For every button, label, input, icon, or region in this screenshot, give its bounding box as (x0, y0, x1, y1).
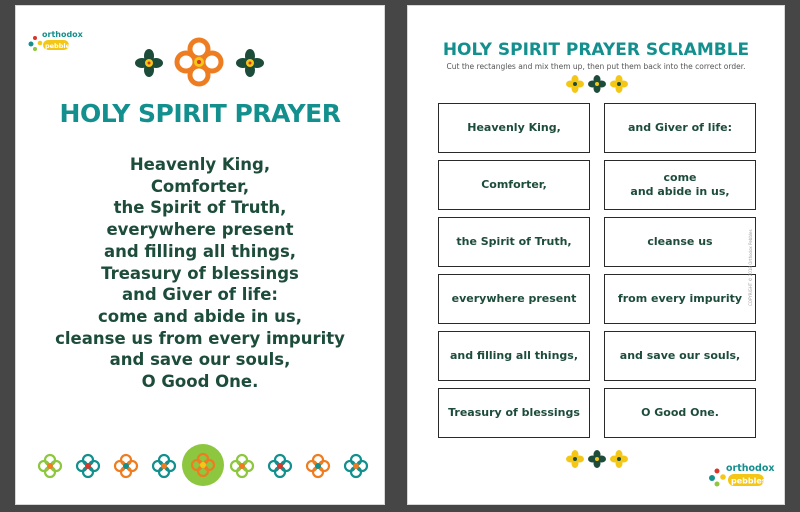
prayer-line: Treasury of blessings (101, 263, 299, 283)
logo-line1: orthodox (42, 30, 83, 39)
scramble-card[interactable]: and filling all things, (438, 331, 590, 381)
scramble-card[interactable]: cleanse us (604, 217, 756, 267)
bottom-ornament (36, 439, 366, 489)
top-ornament (132, 37, 267, 87)
orthodox-pebbles-logo (26, 26, 83, 54)
scramble-card[interactable]: O Good One. (604, 388, 756, 438)
yellow-flower-icon (610, 450, 628, 468)
scramble-card[interactable]: and Giver of life: (604, 103, 756, 153)
small-flower-icon (307, 455, 329, 477)
scramble-title: HOLY SPIRIT PRAYER SCRAMBLE (442, 40, 750, 60)
small-flower-icon (77, 455, 99, 477)
green-flower-icon (588, 75, 606, 93)
scramble-page (407, 5, 785, 505)
scramble-card[interactable]: the Spirit of Truth, (438, 217, 590, 267)
prayer-line: and save our souls, (109, 350, 291, 370)
prayer-text (16, 154, 384, 393)
prayer-line: Heavenly King, (129, 155, 271, 174)
small-ornament-bottom (566, 449, 628, 469)
orthodox-pebbles-logo (706, 458, 775, 490)
small-flower-icon (39, 455, 61, 477)
scramble-card[interactable]: come and abide in us, (604, 160, 756, 210)
orange-cross-icon (177, 40, 221, 84)
scramble-card[interactable]: everywhere present (438, 274, 590, 324)
small-ornament-top (566, 74, 628, 94)
prayer-line: and filling all things, (103, 241, 297, 261)
prayer-line: Comforter, (150, 176, 250, 196)
yellow-flower-icon (566, 75, 584, 93)
copyright-text: COPYRIGHT © 2018 Orthodox Pebbles (748, 229, 753, 306)
logo-line2: pebbles (45, 42, 74, 50)
logo-line1: orthodox (726, 463, 775, 474)
small-flower-icon (269, 455, 291, 477)
logo-line2: pebbles (731, 476, 767, 486)
green-flower-icon (135, 49, 163, 77)
scramble-card[interactable]: from every impurity (604, 274, 756, 324)
small-flower-icon (153, 455, 175, 477)
prayer-line: cleanse us from every impurity (55, 328, 345, 348)
small-flower-icon (115, 455, 137, 477)
page-title: HOLY SPIRIT PRAYER (59, 99, 341, 128)
prayer-line: come and abide in us, (97, 306, 302, 326)
scramble-card[interactable]: Comforter, (438, 160, 590, 210)
scramble-card[interactable]: and save our souls, (604, 331, 756, 381)
small-flower-icon (345, 455, 367, 477)
prayer-line: O Good One. (141, 372, 259, 392)
instructions-text: Cut the rectangles and mix them up, then put them back into the correct order. (446, 62, 746, 71)
prayer-line: and Giver of life: (121, 285, 278, 305)
green-flower-icon (588, 450, 606, 468)
yellow-flower-icon (566, 450, 584, 468)
scramble-card[interactable]: Treasury of blessings (438, 388, 590, 438)
prayer-line: everywhere present (106, 220, 294, 240)
scramble-card[interactable]: Heavenly King, (438, 103, 590, 153)
prayer-line: the Spirit of Truth, (113, 198, 287, 218)
green-flower-icon (236, 49, 264, 77)
small-flower-icon (231, 455, 253, 477)
prayer-page (15, 5, 385, 505)
yellow-flower-icon (610, 75, 628, 93)
